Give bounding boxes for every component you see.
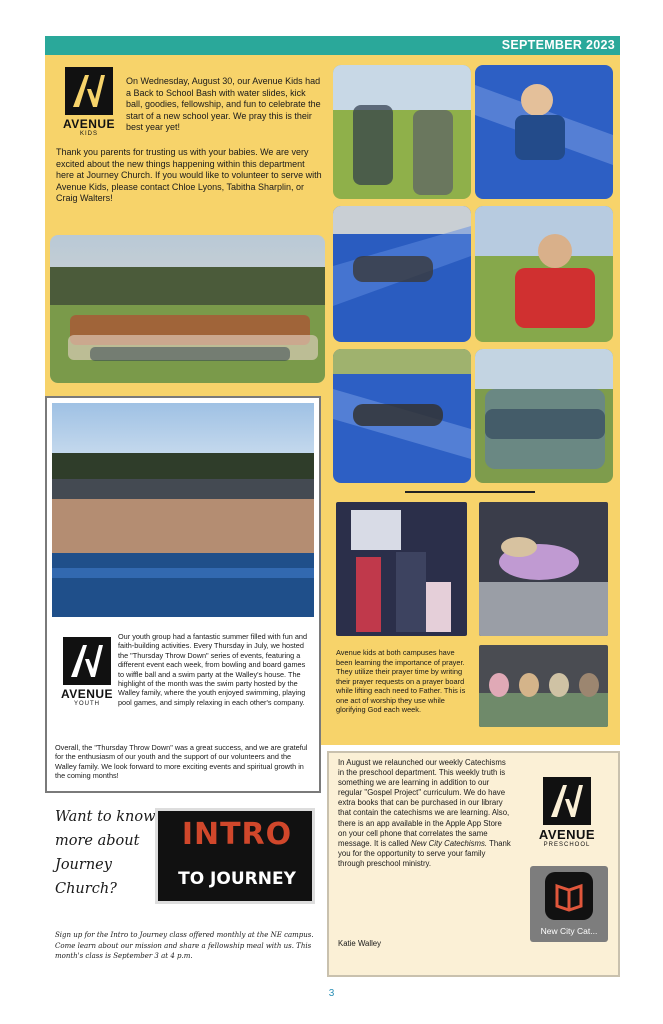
logo-wordmark: AVENUE — [538, 827, 596, 842]
intro-question: Want to know more about Journey Church? — [55, 809, 156, 897]
preschool-text-b: Thank you for the opportunity to serve your family through preschool ministry. — [338, 838, 511, 868]
prayer-board-photo — [336, 502, 467, 636]
preschool-signature: Katie Walley — [338, 939, 382, 948]
avenue-preschool-logo — [530, 775, 604, 855]
intro-graphic-subtitle: TO JOURNEY — [178, 869, 296, 889]
book-app-icon — [545, 872, 593, 920]
kids-prayer-text: Avenue kids at both campuses have been learning the importance of prayer. They utilize their prayer time by writing their prayer requests on a prayer board while lifting each need to Father. This is one act of worship they use while glorifying God each week. — [336, 648, 466, 714]
kids-volunteer-text: Thank you parents for trusting us with your babies. We are very excited about the new things happening within this department here at Journey Church. If you would like to volunteer to serve with Avenue Kids, please contact Chloe Lyons, Tabitha Sharplin, or Craig Walters! — [56, 147, 322, 203]
kids-praying-photo-2 — [479, 645, 608, 727]
water-slide-photo-3 — [333, 206, 471, 342]
intro-to-journey-graphic — [155, 808, 315, 904]
kids-praying-photo-1 — [479, 502, 608, 636]
app-tile[interactable] — [530, 866, 608, 942]
youth-paragraph-1: Our youth group had a fantastic summer filled with fun and faith-building activities. Every Thursday in July, we hosted the "Thursday Throw Down" series of events, featuring a different event each week, from bowling and board games to wiffle ball and a swim party at the Walley's house. The highlight of the month was the swim party hosted by the Walley family, where the youth enjoyed swimming, playing pool games, and simply relaxing in each other's company. — [118, 632, 308, 707]
avenue-youth-logo — [56, 637, 118, 713]
logo-wordmark: AVENUE — [62, 117, 116, 131]
logo-wordmark: AVENUE — [60, 687, 114, 701]
logo-subtitle: KIDS — [79, 131, 98, 137]
intro-class-note: Sign up for the Intro to Journey class offered monthly at the NE campus. Come learn about our mission and share a fellowship meal with us. This month's class is September 3 at 4 p.m. — [55, 931, 314, 960]
water-slide-photo-5 — [333, 349, 471, 483]
youth-pool-photo — [52, 403, 314, 617]
water-slide-photo-2 — [475, 65, 613, 199]
water-slide-photo-6 — [475, 349, 613, 483]
avenue-logo-mark-icon — [65, 67, 113, 115]
intro-graphic-title: INTRO — [181, 817, 293, 852]
water-slide-photo-1 — [333, 65, 471, 199]
preschool-text — [338, 758, 512, 869]
logo-subtitle: PRESCHOOL — [543, 842, 591, 848]
kids-group-photo — [50, 235, 325, 383]
youth-paragraph-2: Overall, the "Thursday Throw Down" was a great success, and we are grateful for the enthusiasm of our youth and the support of our volunteers and the Walley family. We look forward to more exciting events and spiritual growth in the coming months! — [55, 743, 308, 781]
section-divider — [405, 491, 535, 493]
app-name: New City Catechisms. — [410, 838, 488, 848]
preschool-text-a: In August we relaunched our weekly Catechisms in the preschool department. This weekly truth is something we are learning in addition to our regular "Gospel Project" curriculum. We do have extra books that can be purchased in our library that contain the catechisms we are learning. Also, there is an app available in the Apple App Store on your cell phone that correlates the same message. It is called — [338, 758, 510, 848]
avenue-kids-logo — [58, 65, 120, 143]
avenue-logo-mark-icon — [63, 637, 111, 685]
water-slide-photo-4 — [475, 206, 613, 342]
app-label: New City Cat... — [540, 926, 598, 936]
page-number: 3 — [328, 988, 335, 999]
kids-intro-text: On Wednesday, August 30, our Avenue Kids had a Back to School Bash with water slides, kick ball, goodies, fellowship, and fun to celebrate the start of a new school year. We pray this is their best year yet! — [126, 76, 321, 132]
avenue-logo-mark-icon — [543, 777, 591, 825]
issue-month: SEPTEMBER 2023 — [501, 38, 615, 52]
logo-subtitle: YOUTH — [74, 701, 100, 707]
